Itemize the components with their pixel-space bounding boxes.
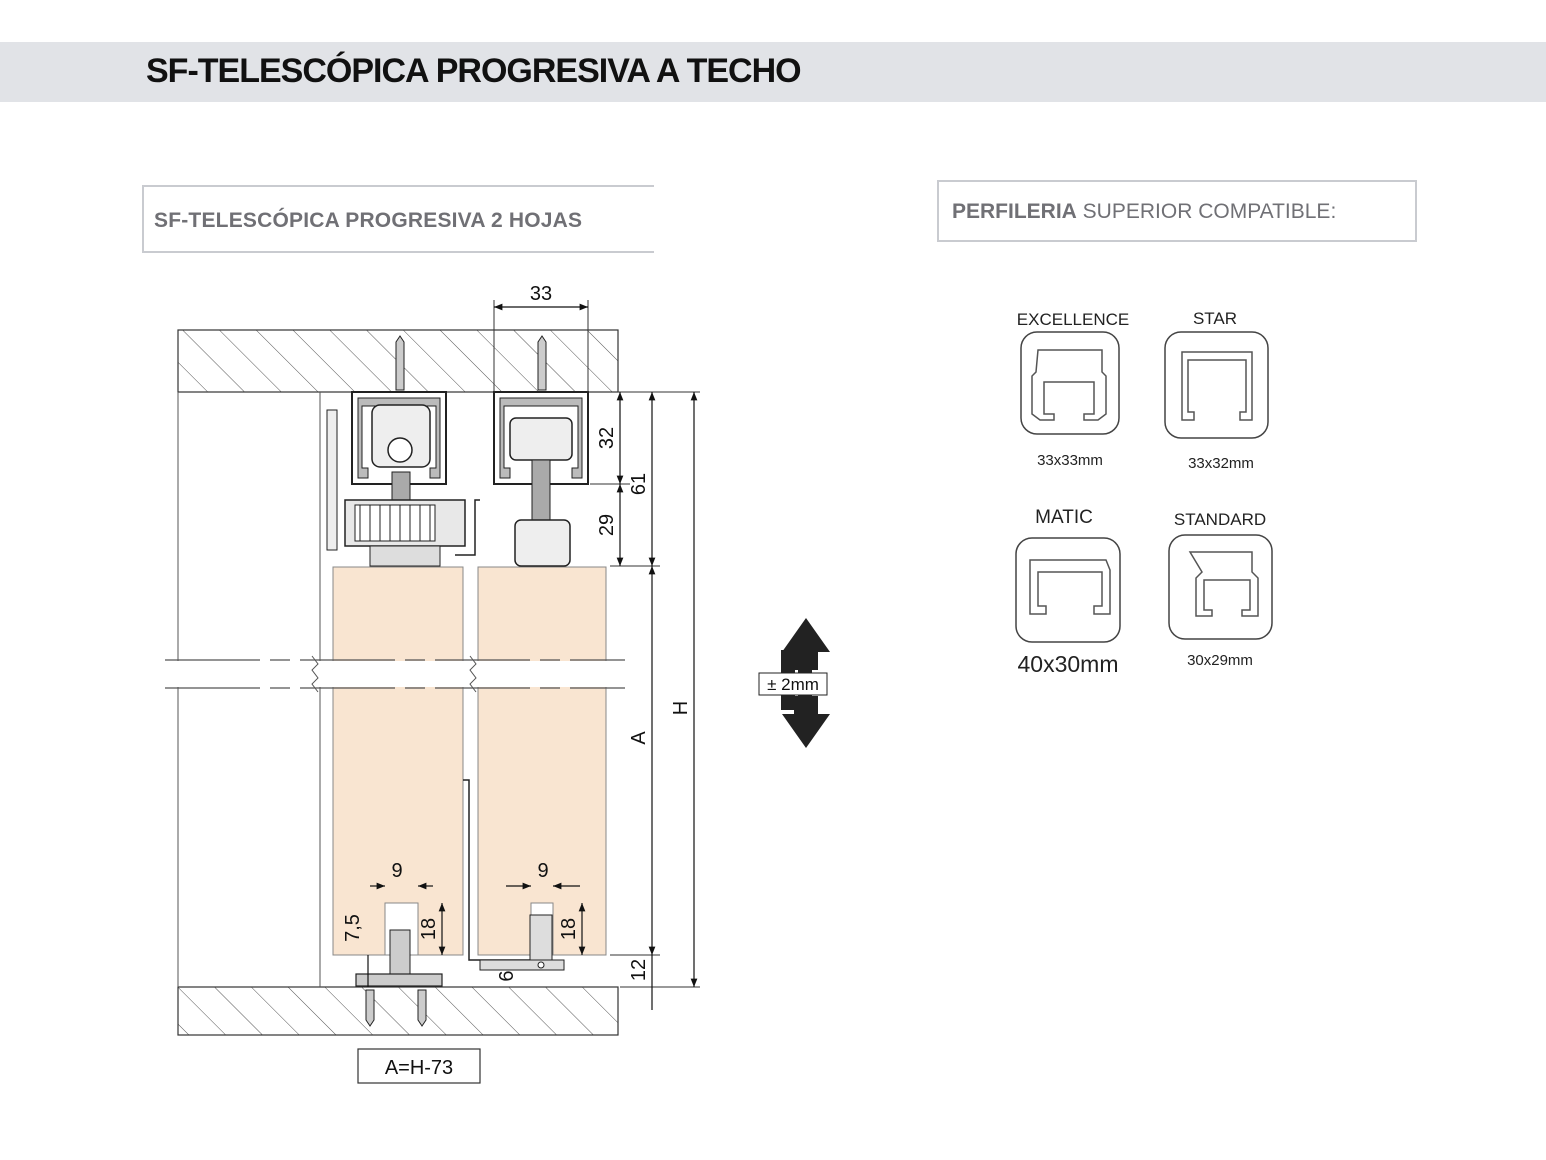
dim-h: H — [670, 700, 692, 716]
dim-29: 29 — [596, 513, 618, 537]
page-title: SF-TELESCÓPICA PROGRESIVA A TECHO — [146, 52, 801, 90]
dim-top-width: 33 — [529, 283, 553, 305]
dim-7-5: 7,5 — [342, 914, 364, 942]
dim-32: 32 — [596, 426, 618, 450]
top-rail-right — [494, 392, 588, 520]
dim-guide-right-w: 9 — [537, 860, 549, 882]
profile-standard — [1169, 535, 1272, 639]
profile-size-standard: 30x29mm — [1187, 652, 1253, 669]
adjust-label: ± 2mm — [767, 675, 819, 694]
profile-name-standard: STANDARD — [1173, 510, 1267, 529]
dim-6: 6 — [496, 970, 518, 982]
formula-label: A=H-73 — [384, 1057, 454, 1079]
profile-star — [1165, 332, 1268, 438]
profile-name-excellence: EXCELLENCE — [1016, 310, 1130, 329]
dim-12: 12 — [628, 958, 650, 982]
profile-size-matic: 40x30mm — [1017, 651, 1119, 677]
profile-matic — [1016, 538, 1120, 642]
profile-size-excellence: 33x33mm — [1037, 452, 1103, 469]
dim-18-left: 18 — [418, 917, 440, 941]
right-title-bold: PERFILERIA — [952, 200, 1077, 223]
profile-size-star: 33x32mm — [1188, 455, 1254, 472]
right-title-rest: SUPERIOR COMPATIBLE: — [1076, 200, 1337, 223]
top-rail-left — [352, 392, 446, 502]
dim-61: 61 — [628, 472, 650, 496]
dim-a: A — [628, 731, 650, 745]
profile-name-matic: MATIC — [1035, 507, 1093, 528]
left-section-title: SF-TELESCÓPICA PROGRESIVA 2 HOJAS — [154, 209, 583, 232]
profile-name-star: STAR — [1192, 309, 1238, 328]
door-panel-left — [333, 567, 463, 955]
dim-guide-left-w: 9 — [391, 860, 403, 882]
dim-18-right: 18 — [558, 917, 580, 941]
floor-slab — [178, 987, 618, 1035]
door-panel-right — [478, 567, 606, 955]
profile-excellence — [1021, 332, 1119, 434]
